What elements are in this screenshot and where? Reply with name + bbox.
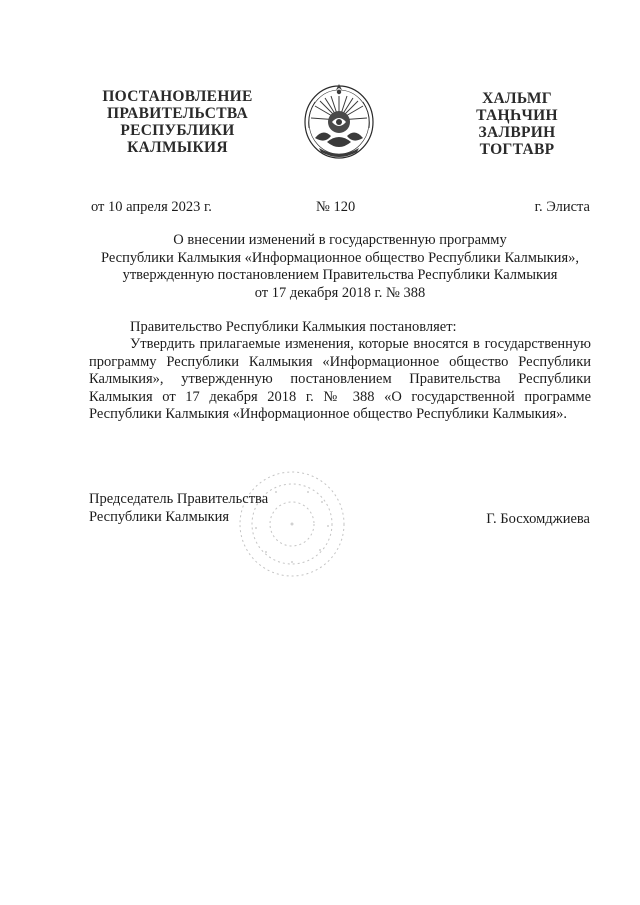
header-right-line-2: ТАҢҺЧИН [476,107,558,124]
header-right-line-3: ЗАЛВРИН [478,124,556,141]
signatory-position-line-1: Председатель Правительства [89,491,269,507]
document-city: г. Элиста [534,199,590,215]
title-line-3: утвержденную постановлением Правительства Республики Калмыкия [122,267,558,283]
title-line-4: от 17 декабря 2018 г. № 388 [254,284,426,301]
coat-of-arms-emblem [301,78,377,162]
signatory-position [89,490,268,526]
header-right-line-4: ТОГТАВР [479,141,555,158]
header-left-line-3: РЕСПУБЛИКИ [120,122,235,139]
body-lead: Правительство Республики Калмыкия постановляет: [130,319,457,335]
header-left-line-4: КАЛМЫКИЯ [127,139,228,156]
header-right-line-1: ХАЛЬМГ [482,90,552,107]
document-date: от 10 апреля 2023 г. [91,199,212,215]
title-line-2: Республики Калмыкия «Информационное общество Республики Калмыкия», [100,249,579,266]
header-left-line-1: ПОСТАНОВЛЕНИЕ [102,88,253,105]
header-left-line-2: ПРАВИТЕЛЬСТВА [106,105,248,122]
header-right-title [452,90,582,158]
signatory-name: Г. Босхомджиева [486,511,590,527]
title-line-1: О внесении изменений в государственную программу [173,232,507,248]
document-number: № 120 [316,199,356,215]
document-title [80,232,600,302]
header-left-title [95,88,260,156]
signatory-position-line-2: Республики Калмыкия [89,509,230,525]
body-paragraph: Утвердить прилагаемые изменения, которые вносятся в государственную программу Республики Калмыкия «Информационное общество Республики Калмыкия», утвержденную постановлением Правительства Республики Калмыкия от 17 декабря 2018 г. № 388 «О государственной программе Республики Калмыкия «Информационное общество Республики Калмыкия». [89,336,591,423]
